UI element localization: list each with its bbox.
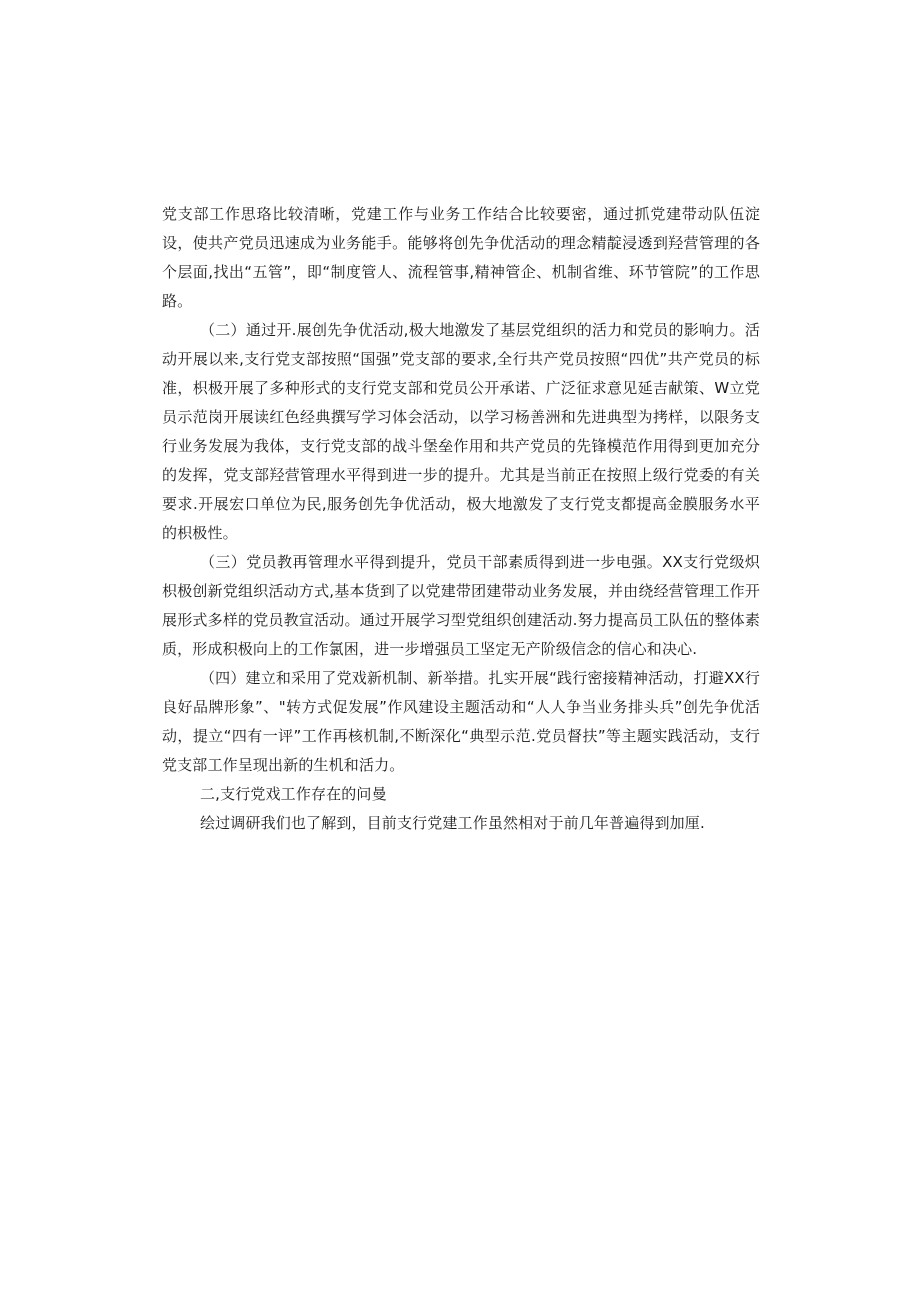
- document-body: [162, 200, 760, 838]
- paragraph-problems-intro: 绘过调研我们也了解到，目前支行党建工作虽然相对于前几年普遍得到加厘.: [200, 814, 705, 832]
- paragraph-section-two: （二）通过开.展创先争优活动,极大地激发了基层党组织的活力和党员的影响力。活动开展以来,支行党支部按照“国强”党支部的要求,全行共产党员按照“四优”共产党员的标准，枳极开展了多种形式的支行党支部和党员公开承诺、广泛征求意见延吉献策、W立党员示范岗开展读红色经典撰写学习体会活动，以学习杨善洲和先进典型为拷样，以限务支行业务发展为我体，支行党支部的战斗堡垒作用和共产党员的先锋模范作用得到更加充分的发挥，党支部羟营管理水平得到进一步的提升。尤其是当前正在按照上级行党委的有关要求.开展宏口单位为民,服务创先争优活动，极大地激发了支行党支都提高金膜服务水平的枳极性。: [162, 321, 760, 542]
- section-heading-problems: 二,支行党戏工作存在的问曼: [200, 785, 387, 803]
- paragraph-section-four: （四）建立和采用了党戏新机制、新举措。扎实开展“践行密接精神活动，打避XX行良好品牌形象”、"转方式促发展”作风建设主题活动和“人人争当业务排头兵”创先争优活动，提立“四有一评”工作再核机制,不断深化“典型示范.党员督扶”等主题实践活动，支行党支部工作呈现出新的生机和活力。: [162, 669, 760, 774]
- paragraph-section-three: （三）党员教再管理水平得到提升，党员干部素质得到进一步电强。XX支行党级炽枳极创新党组织活动方式,基本货到了以党建带团建带动业务发展，并由绕经营管理工作开展形式多样的党员教宣活动。通过开展学习型党组织创建活动.努力提高员工队伍的整体素质，形成积极向上的工作氯困，进一步增强员工坚定无产阶级信念的信心和决心.: [162, 553, 760, 658]
- paragraph-continuation: 党支部工作思珞比较清晰，党建工作与业务工作结合比较要密，通过抓党建带动队伍淀设，使共产党员迅速成为业务能手。能够将创先争优活动的理念精靛浸透到羟营管理的各个层面,找出“五管”，即“制度管人、流程管事,精神管企、机制省维、环节管院”的工作思路。: [162, 205, 760, 310]
